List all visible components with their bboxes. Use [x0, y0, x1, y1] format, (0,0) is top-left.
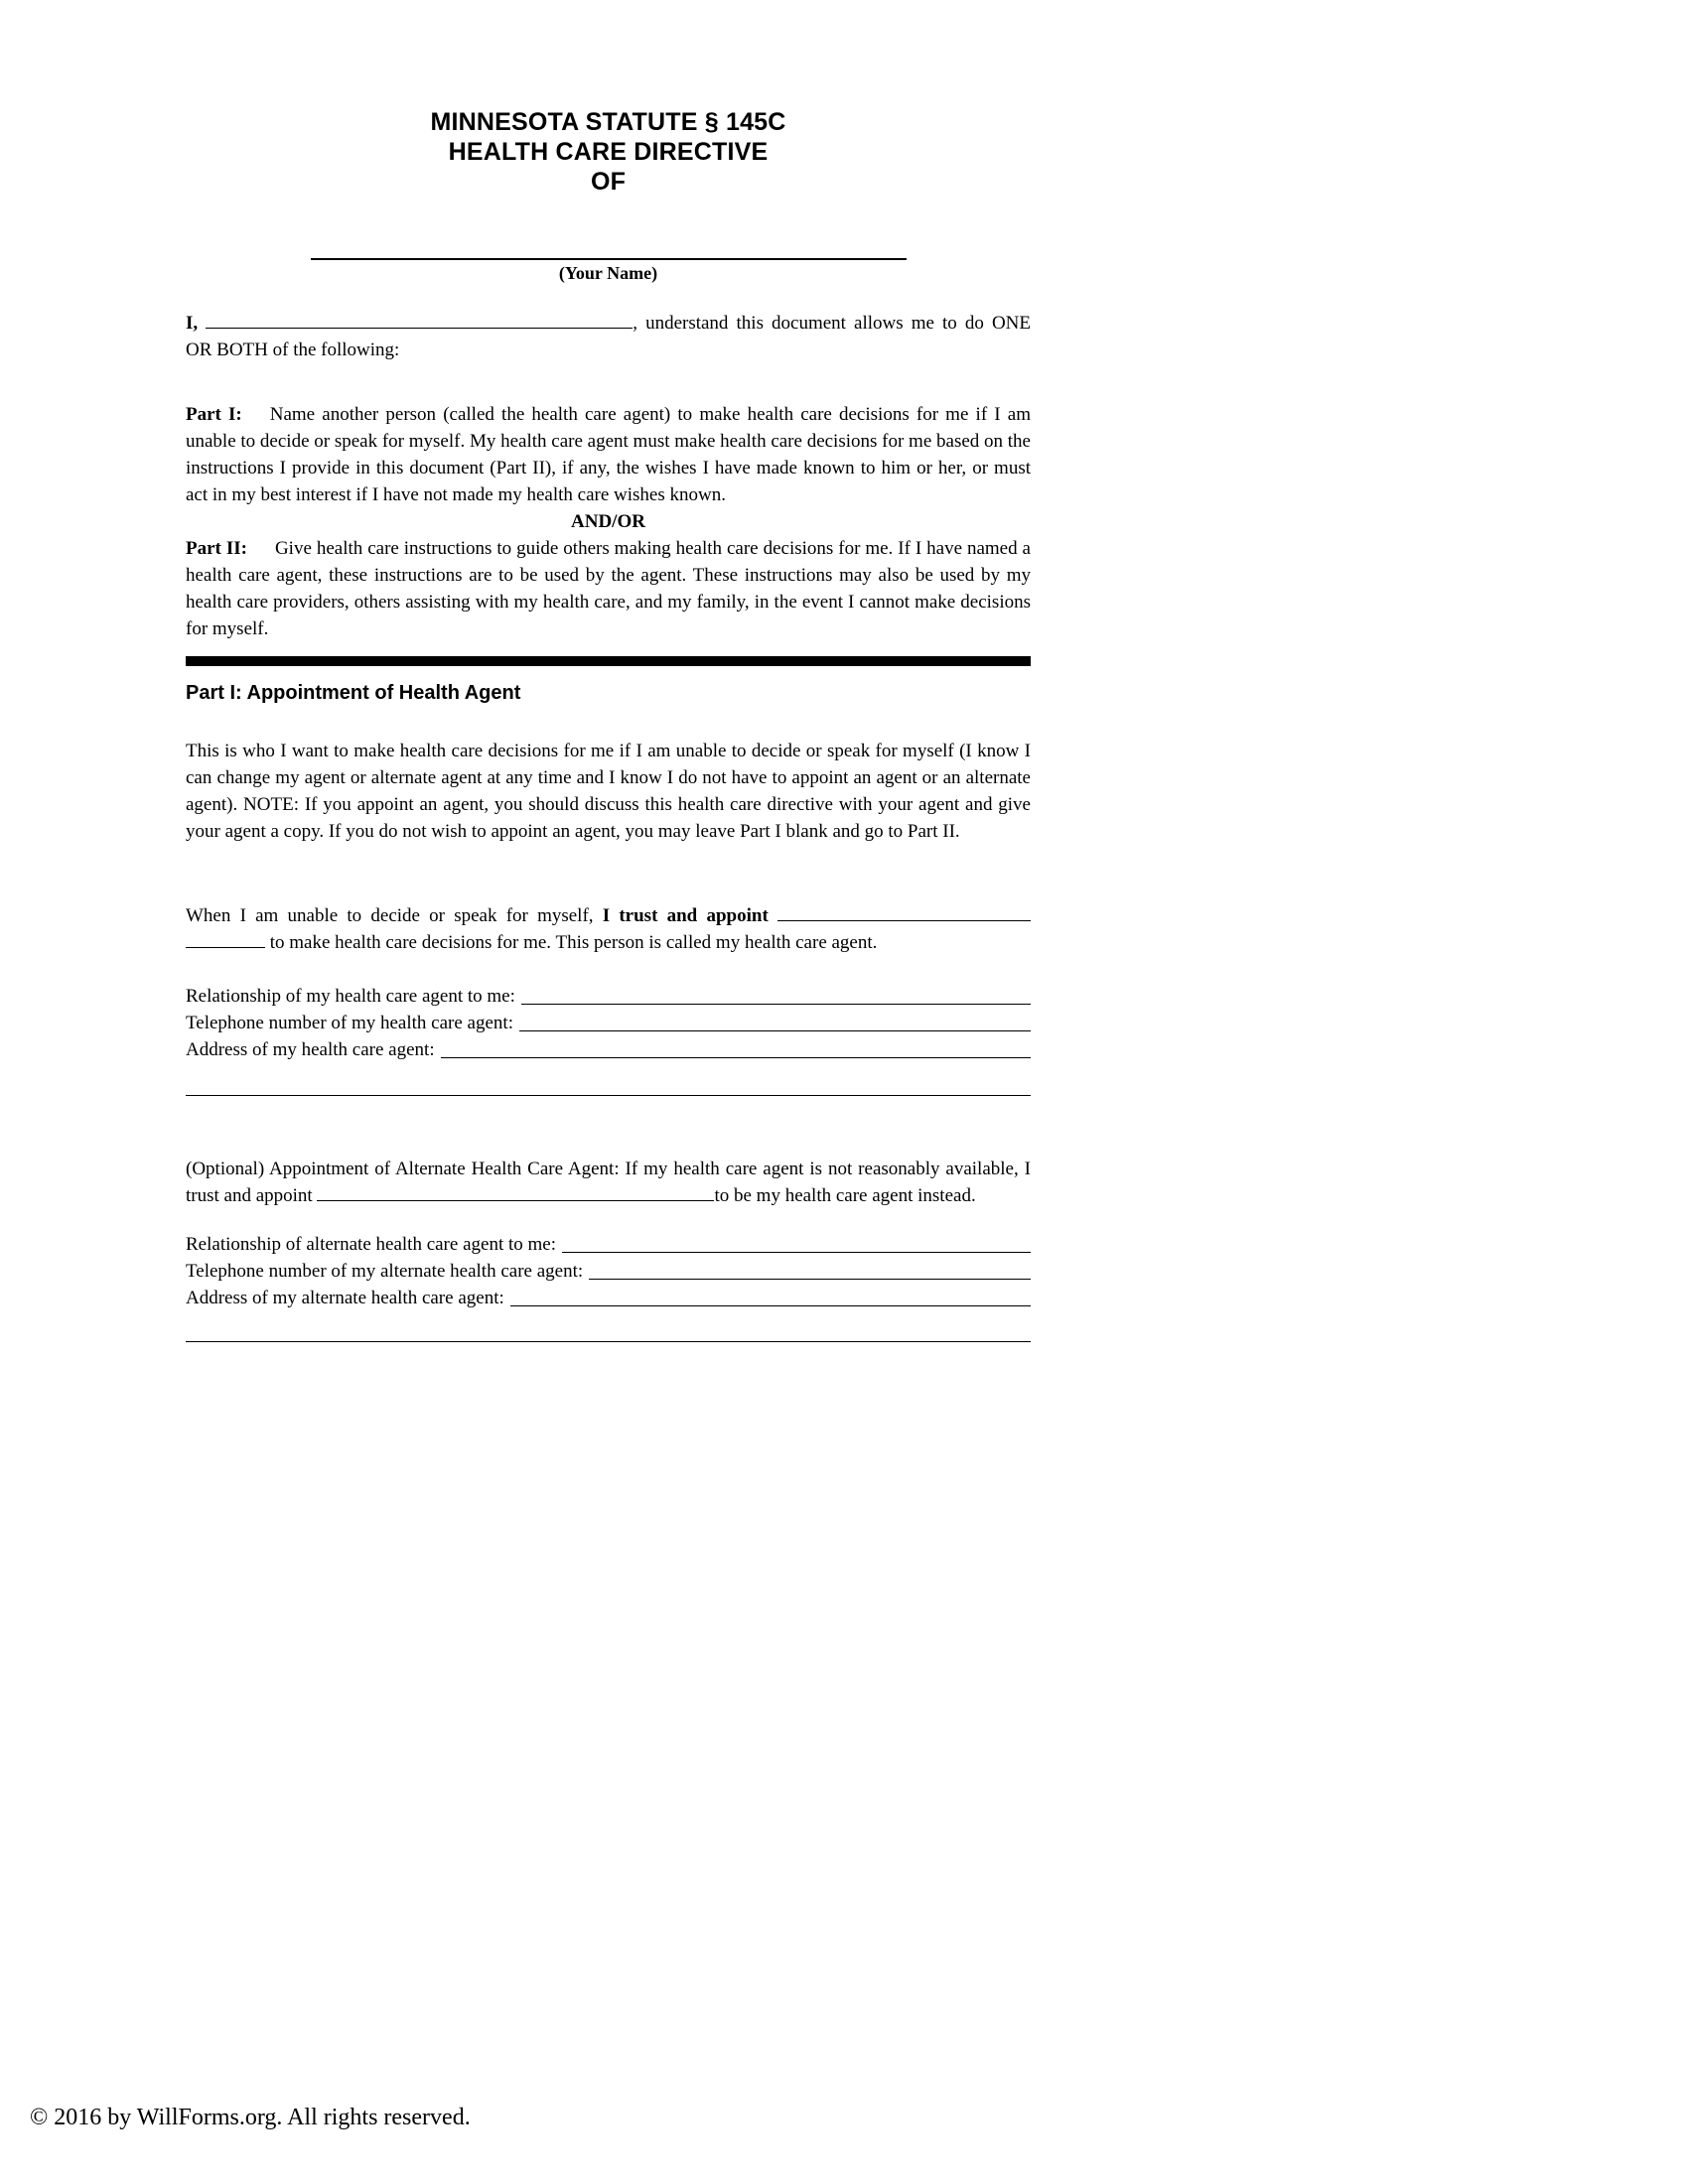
part2-summary-paragraph	[186, 535, 1031, 642]
telephone-blank	[519, 1010, 1031, 1031]
alt-telephone-label: Telephone number of my alternate health care agent:	[186, 1261, 584, 1282]
alternate-intro-prefix: (Optional) Appointment of Alternate Health Care Agent: If my health care agent is not reasonably available, I trust and appoint	[186, 1159, 1031, 1206]
part1-section-heading: Part I: Appointment of Health Agent	[186, 682, 521, 704]
field-row-address	[186, 1036, 1031, 1063]
relationship-blank	[521, 983, 1031, 1005]
alt-telephone-blank	[589, 1258, 1031, 1280]
agent-fields	[186, 983, 1031, 1096]
alternate-agent-fields	[186, 1231, 1031, 1342]
and-or-label: AND/OR	[571, 511, 645, 532]
field-row-telephone	[186, 1010, 1031, 1036]
part2-summary-text: Give health care instructions to guide others making health care decisions for me. If I have named a health care agent, these instructions are to be used by the agent. These instructions may also be used by my health care providers, others assisting with my health care, and my family, in the event I cannot make decisions for myself.	[186, 538, 1031, 639]
agent-name-blank	[777, 907, 1031, 921]
telephone-label: Telephone number of my health care agent:	[186, 1013, 513, 1033]
section-divider-bar	[186, 656, 1031, 666]
part1-section-intro: This is who I want to make health care decisions for me if I am unable to decide or speak for myself (I know I can change my agent or alternate agent at any time and I know I do not have to appoint an agent or an alternate agent). NOTE: If you appoint an agent, you should discuss this health care directive with your agent and give your agent a copy. If you do not wish to appoint an agent, you may leave Part I blank and go to Part II.	[186, 741, 1031, 842]
address-blank-line2	[186, 1095, 1031, 1096]
intro-suffix: , understand this document allows me to do ONE OR BOTH of the following:	[186, 313, 1031, 360]
alt-address-label: Address of my alternate health care agent:	[186, 1288, 504, 1308]
appoint-bold-phrase: I trust and appoint	[602, 905, 769, 926]
field-row-alt-relationship	[186, 1231, 1031, 1258]
part1-summary-paragraph	[186, 401, 1031, 508]
intro-paragraph	[186, 310, 1031, 363]
alternate-agent-paragraph	[186, 1156, 1031, 1209]
alternate-agent-name-blank	[317, 1187, 714, 1201]
field-row-alt-address	[186, 1285, 1031, 1311]
title-line-directive: HEALTH CARE DIRECTIVE	[448, 138, 769, 166]
your-name-blank	[311, 258, 907, 260]
intro-prefix: I,	[186, 313, 199, 334]
copyright-footer: © 2016 by WillForms.org. All rights reserved.	[30, 2105, 471, 2130]
address-label: Address of my health care agent:	[186, 1039, 435, 1060]
part1-label: Part I:	[186, 404, 242, 425]
alt-relationship-blank	[562, 1231, 1031, 1253]
appointment-paragraph	[186, 902, 1031, 956]
document-content	[186, 0, 1031, 1342]
title-line-statute: MINNESOTA STATUTE § 145C	[430, 108, 786, 136]
title-line-of: OF	[590, 168, 627, 196]
field-row-relationship	[186, 983, 1031, 1010]
appoint-prefix: When I am unable to decide or speak for myself,	[186, 905, 594, 926]
your-name-caption: (Your Name)	[558, 263, 658, 283]
document-title	[186, 107, 1031, 197]
appoint-suffix: to make health care decisions for me. This person is called my health care agent.	[269, 932, 878, 953]
address-blank	[441, 1036, 1031, 1058]
agent-name-blank-continued	[186, 934, 265, 948]
declarant-name-blank	[206, 315, 633, 329]
alt-address-blank	[510, 1285, 1031, 1306]
alternate-intro-suffix: to be my health care agent instead.	[714, 1185, 976, 1206]
alt-address-blank-line2	[186, 1341, 1031, 1342]
part2-label: Part II:	[186, 538, 247, 559]
field-row-alt-telephone	[186, 1258, 1031, 1285]
part1-summary-text: Name another person (called the health care agent) to make health care decisions for me if I am unable to decide or speak for myself. My health care agent must make health care decisions for me based on the instructions I provide in this document (Part II), if any, the wishes I have made known to him or her, or must act in my best interest if I have not made my health care wishes known.	[186, 404, 1031, 505]
relationship-label: Relationship of my health care agent to me:	[186, 986, 515, 1007]
alt-relationship-label: Relationship of alternate health care agent to me:	[186, 1234, 556, 1255]
